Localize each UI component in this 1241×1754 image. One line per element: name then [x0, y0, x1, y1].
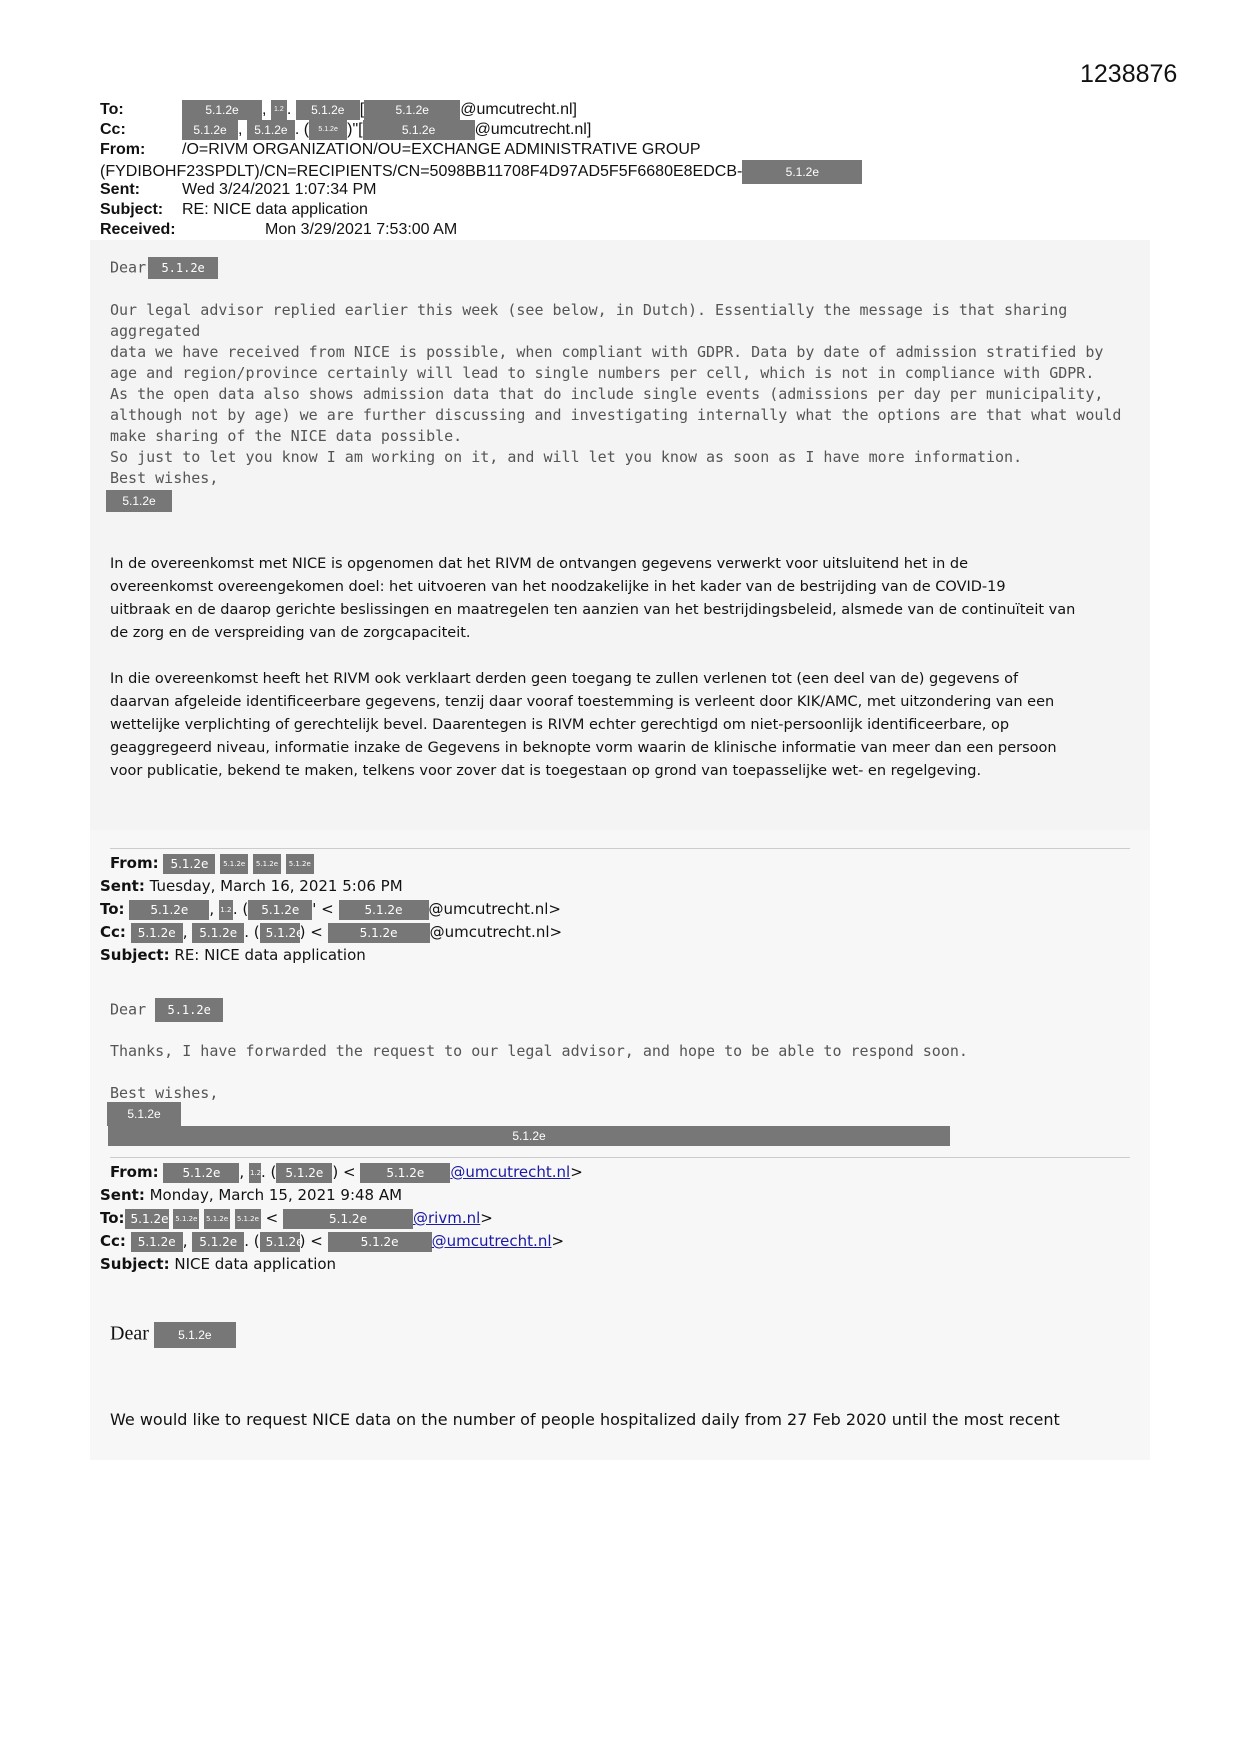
- redaction: 5.1.2e: [364, 100, 460, 120]
- redaction: 5.1.2e: [125, 1209, 169, 1229]
- redaction: 5.1.2e: [182, 100, 262, 120]
- redaction: 5.1.2e: [129, 900, 209, 920]
- to-domain: @umcutrecht.nl]: [460, 101, 577, 119]
- redaction: 5.1.2e: [192, 1232, 244, 1252]
- redaction: 5.1.2e: [296, 100, 360, 120]
- email3-body: We would like to request NICE data on the number of people hospitalized daily from 27 Feb 2020 until the most recent: [110, 1410, 1060, 1429]
- body-line: make sharing of the NICE data possible.: [110, 427, 463, 445]
- sent-value: Tuesday, March 16, 2021 5:06 PM: [149, 877, 403, 895]
- dutch-line: daarvan afgeleide identificeerbare gegevens, tenzij daar vooraf toestemming is verleent door KIK/AMC, met uitzondering van een: [110, 694, 1055, 710]
- redaction: 5.1.2e: [220, 854, 248, 874]
- subject-label: Subject:: [100, 1255, 170, 1273]
- dutch-line: In die overeenkomst heeft het RIVM ook verklaart derden geen toegang te zullen verlenen tot (een deel van de) gegevens of: [110, 671, 1019, 687]
- sent-value: Monday, March 15, 2021 9:48 AM: [149, 1186, 403, 1204]
- dutch-line: uitbraak en de daarop gerichte beslissingen en maatregelen ten aanzien van het bestrijdingsbeleid, alsmede van de continuïteit van: [110, 602, 1076, 618]
- subject-row: [100, 200, 1150, 220]
- redaction: 5.1.2e: [328, 923, 430, 943]
- redaction: 5.1.2e: [253, 854, 281, 874]
- received-label: Received:: [100, 221, 176, 238]
- redaction: 5.1.2e: [107, 1102, 181, 1126]
- redaction: 5.1.2e: [131, 923, 183, 943]
- from-line1: /O=RIVM ORGANIZATION/OU=EXCHANGE ADMINISTRATIVE GROUP: [182, 141, 701, 158]
- to-domain: @umcutrecht.nl>: [428, 900, 561, 918]
- redaction: 1.2: [271, 100, 287, 120]
- from-email-link[interactable]: @umcutrecht.nl: [450, 1163, 571, 1181]
- cc-row: Cc: 5.1.2e , 5.1.2e . ( 5.1.2e) < 5.1.2e @umcutrecht.nl>: [100, 923, 563, 941]
- body-line: data we have received from NICE is possible, when compliant with GDPR. Data by date of admission stratified by: [110, 343, 1104, 361]
- subject-row: [100, 944, 1150, 967]
- received-value: Mon 3/29/2021 7:53:00 AM: [265, 221, 458, 238]
- redaction: 5.1.2e: [182, 120, 238, 140]
- greeting-text: Dear: [110, 1000, 147, 1019]
- redaction: 5.1.2e: [131, 1232, 183, 1252]
- email2-body: Thanks, I have forwarded the request to our legal advisor, and hope to be able to respond soon.: [110, 1042, 968, 1060]
- sent-value: Wed 3/24/2021 1:07:34 PM: [182, 181, 377, 198]
- greeting-text: Dear: [110, 258, 147, 277]
- from-row-2: [100, 160, 1150, 180]
- redaction: 5.1.2e: [286, 854, 314, 874]
- redaction: 5.1.2e: [276, 1163, 332, 1183]
- document-number: 1238876: [1080, 60, 1178, 88]
- body-line: although not by age) we are further discussing and investigating internally what the options are that what would: [110, 406, 1122, 424]
- redaction: 5.1.2e: [173, 1209, 199, 1229]
- email1-greeting: [110, 257, 218, 279]
- divider: [110, 1157, 1130, 1158]
- redaction: 5.1.2e: [106, 490, 172, 512]
- redaction: 5.1.2e: [204, 1209, 230, 1229]
- redaction: 5.1.2e: [235, 1209, 261, 1229]
- redaction: 5.1.2e: [309, 120, 347, 140]
- redaction: 1.2: [219, 900, 233, 920]
- redaction: 5.1.2e: [328, 1232, 432, 1252]
- dutch-line: overeenkomst overeengekomen doel: het uitvoeren van het noodzakelijke in het kader van de bestrijding van de COVID-19: [110, 579, 1006, 595]
- email2-greeting: [110, 998, 223, 1022]
- body-line: So just to let you know I am working on it, and will let you know as soon as I have more information.: [110, 448, 1023, 466]
- email3-greeting: [110, 1322, 236, 1348]
- subject-value: NICE data application: [174, 1255, 337, 1273]
- redaction: 5.1.2e: [192, 923, 244, 943]
- dutch-paragraph-1: [110, 553, 1150, 645]
- cc-label: Cc:: [100, 923, 126, 941]
- redaction: 5.1.2e: [339, 900, 429, 920]
- cc-label: Cc:: [100, 1232, 126, 1250]
- dutch-paragraph-2: [110, 668, 1150, 783]
- dutch-line: voor publicatie, bekend te maken, telkens voor zover dat is toegestaan op grond van toepasselijke wet- en regelgeving.: [110, 763, 982, 779]
- subject-row: [100, 1253, 1150, 1276]
- email3-header: [100, 1161, 1150, 1276]
- redaction: 5.1.2e: [247, 120, 295, 140]
- redaction: 5.1.2e: [248, 900, 312, 920]
- sent-row: [100, 1184, 1150, 1207]
- cc-row: Cc: 5.1.2e , 5.1.2e . ( 5.1.2e )"[ 5.1.2e @umcutrecht.nl]: [100, 121, 592, 139]
- redaction: 1.2: [249, 1163, 261, 1183]
- received-row: [100, 220, 1150, 240]
- redaction: 5.1.2e: [108, 1126, 950, 1146]
- cc-row: Cc: 5.1.2e , 5.1.2e . ( 5.1.2e) < 5.1.2e @umcutrecht.nl>: [100, 1232, 565, 1250]
- email1-body: [110, 300, 1140, 468]
- redaction: 5.1.2e: [742, 160, 862, 184]
- sent-row: [100, 875, 1150, 898]
- redaction: 5.1.2e: [363, 120, 475, 140]
- body-line: age and region/province certainly will lead to single numbers per cell, which is not in compliance with GDPR.: [110, 364, 1095, 382]
- redaction: 5.1.2e: [148, 257, 218, 279]
- from-line2: (FYDIBOHF23SPDLT)/CN=RECIPIENTS/CN=5098BB11708F4D97AD5F5F6680E8EDCB-: [100, 163, 743, 181]
- greeting-text: Dear: [110, 1322, 149, 1345]
- subject-value: RE: NICE data application: [174, 946, 366, 964]
- from-row: [100, 140, 1150, 160]
- redaction: 5.1.2e: [155, 998, 223, 1022]
- dutch-line: de zorg en de verspreiding van de zorgcapaciteit.: [110, 625, 471, 641]
- cc-label: Cc:: [100, 121, 126, 139]
- email2-header: [100, 852, 1150, 967]
- signature-block-redaction: [108, 1126, 950, 1146]
- dutch-line: wettelijke verplichting of gerechtelijk bevel. Daarentegen is RIVM echter gerechtigd om niet-persoonlijk identificeerbare, op: [110, 717, 1010, 733]
- email2-closing: Best wishes,: [110, 1084, 219, 1102]
- sent-label: Sent:: [100, 877, 145, 895]
- redaction: 5.1.2e: [163, 1163, 239, 1183]
- to-row: To: 5.1.2e , 1.2. ( 5.1.2e ' < 5.1.2e @umcutrecht.nl>: [100, 900, 561, 918]
- email1-closing: Best wishes,: [110, 469, 219, 487]
- redaction: 5.1.2e: [154, 1322, 236, 1348]
- redaction: 5.1.2e: [260, 1232, 300, 1252]
- from-label: From:: [110, 1163, 159, 1181]
- from-row: From: 5.1.2e , 1.2. ( 5.1.2e ) < 5.1.2e @umcutrecht.nl>: [110, 1163, 583, 1181]
- from-label: From:: [100, 141, 146, 158]
- redaction: 5.1.2e: [260, 923, 300, 943]
- dutch-line: In de overeenkomst met NICE is opgenomen dat het RIVM de ontvangen gegevens verwerkt voor uitsluitend het in de: [110, 556, 969, 572]
- to-row: To: 5.1.2e , 1.2 . 5.1.2e [ 5.1.2e @umcutrecht.nl]: [100, 101, 577, 119]
- divider: [110, 848, 1130, 849]
- dutch-line: geaggregeerd niveau, informatie inzake de Gegevens in beknopte vorm waarin de klinische informatie van meer dan een persoon: [110, 740, 1057, 756]
- to-row: To: 5.1.2e 5.1.2e 5.1.2e 5.1.2e < 5.1.2e @rivm.nl>: [100, 1209, 493, 1227]
- from-row: [100, 852, 1150, 875]
- cc-domain: @umcutrecht.nl]: [474, 121, 592, 139]
- redaction: 5.1.2e: [360, 1163, 450, 1183]
- to-email-link[interactable]: @rivm.nl: [413, 1209, 481, 1227]
- sent-label: Sent:: [100, 1186, 145, 1204]
- cc-domain: @umcutrecht.nl>: [429, 923, 563, 941]
- cc-email-link[interactable]: @umcutrecht.nl: [431, 1232, 552, 1250]
- to-label: To:: [100, 900, 125, 918]
- sent-row: [100, 180, 1150, 200]
- body-line: Our legal advisor replied earlier this week (see below, in Dutch). Essentially the message is that sharing aggregated: [110, 301, 1068, 340]
- subject-value: RE: NICE data application: [182, 201, 368, 218]
- from-label: From:: [110, 854, 159, 872]
- sent-label: Sent:: [100, 181, 140, 198]
- subject-label: Subject:: [100, 201, 164, 218]
- signature-redaction: [106, 490, 172, 512]
- to-label: To:: [100, 1209, 125, 1227]
- body-line: As the open data also shows admission data that do include single events (admissions per day per municipality,: [110, 385, 1104, 403]
- subject-label: Subject:: [100, 946, 170, 964]
- redaction: 5.1.2e: [163, 854, 215, 874]
- redaction: 5.1.2e: [283, 1209, 413, 1229]
- email1-header: [100, 100, 1150, 240]
- signature-redaction: [107, 1102, 181, 1126]
- to-label: To:: [100, 101, 124, 119]
